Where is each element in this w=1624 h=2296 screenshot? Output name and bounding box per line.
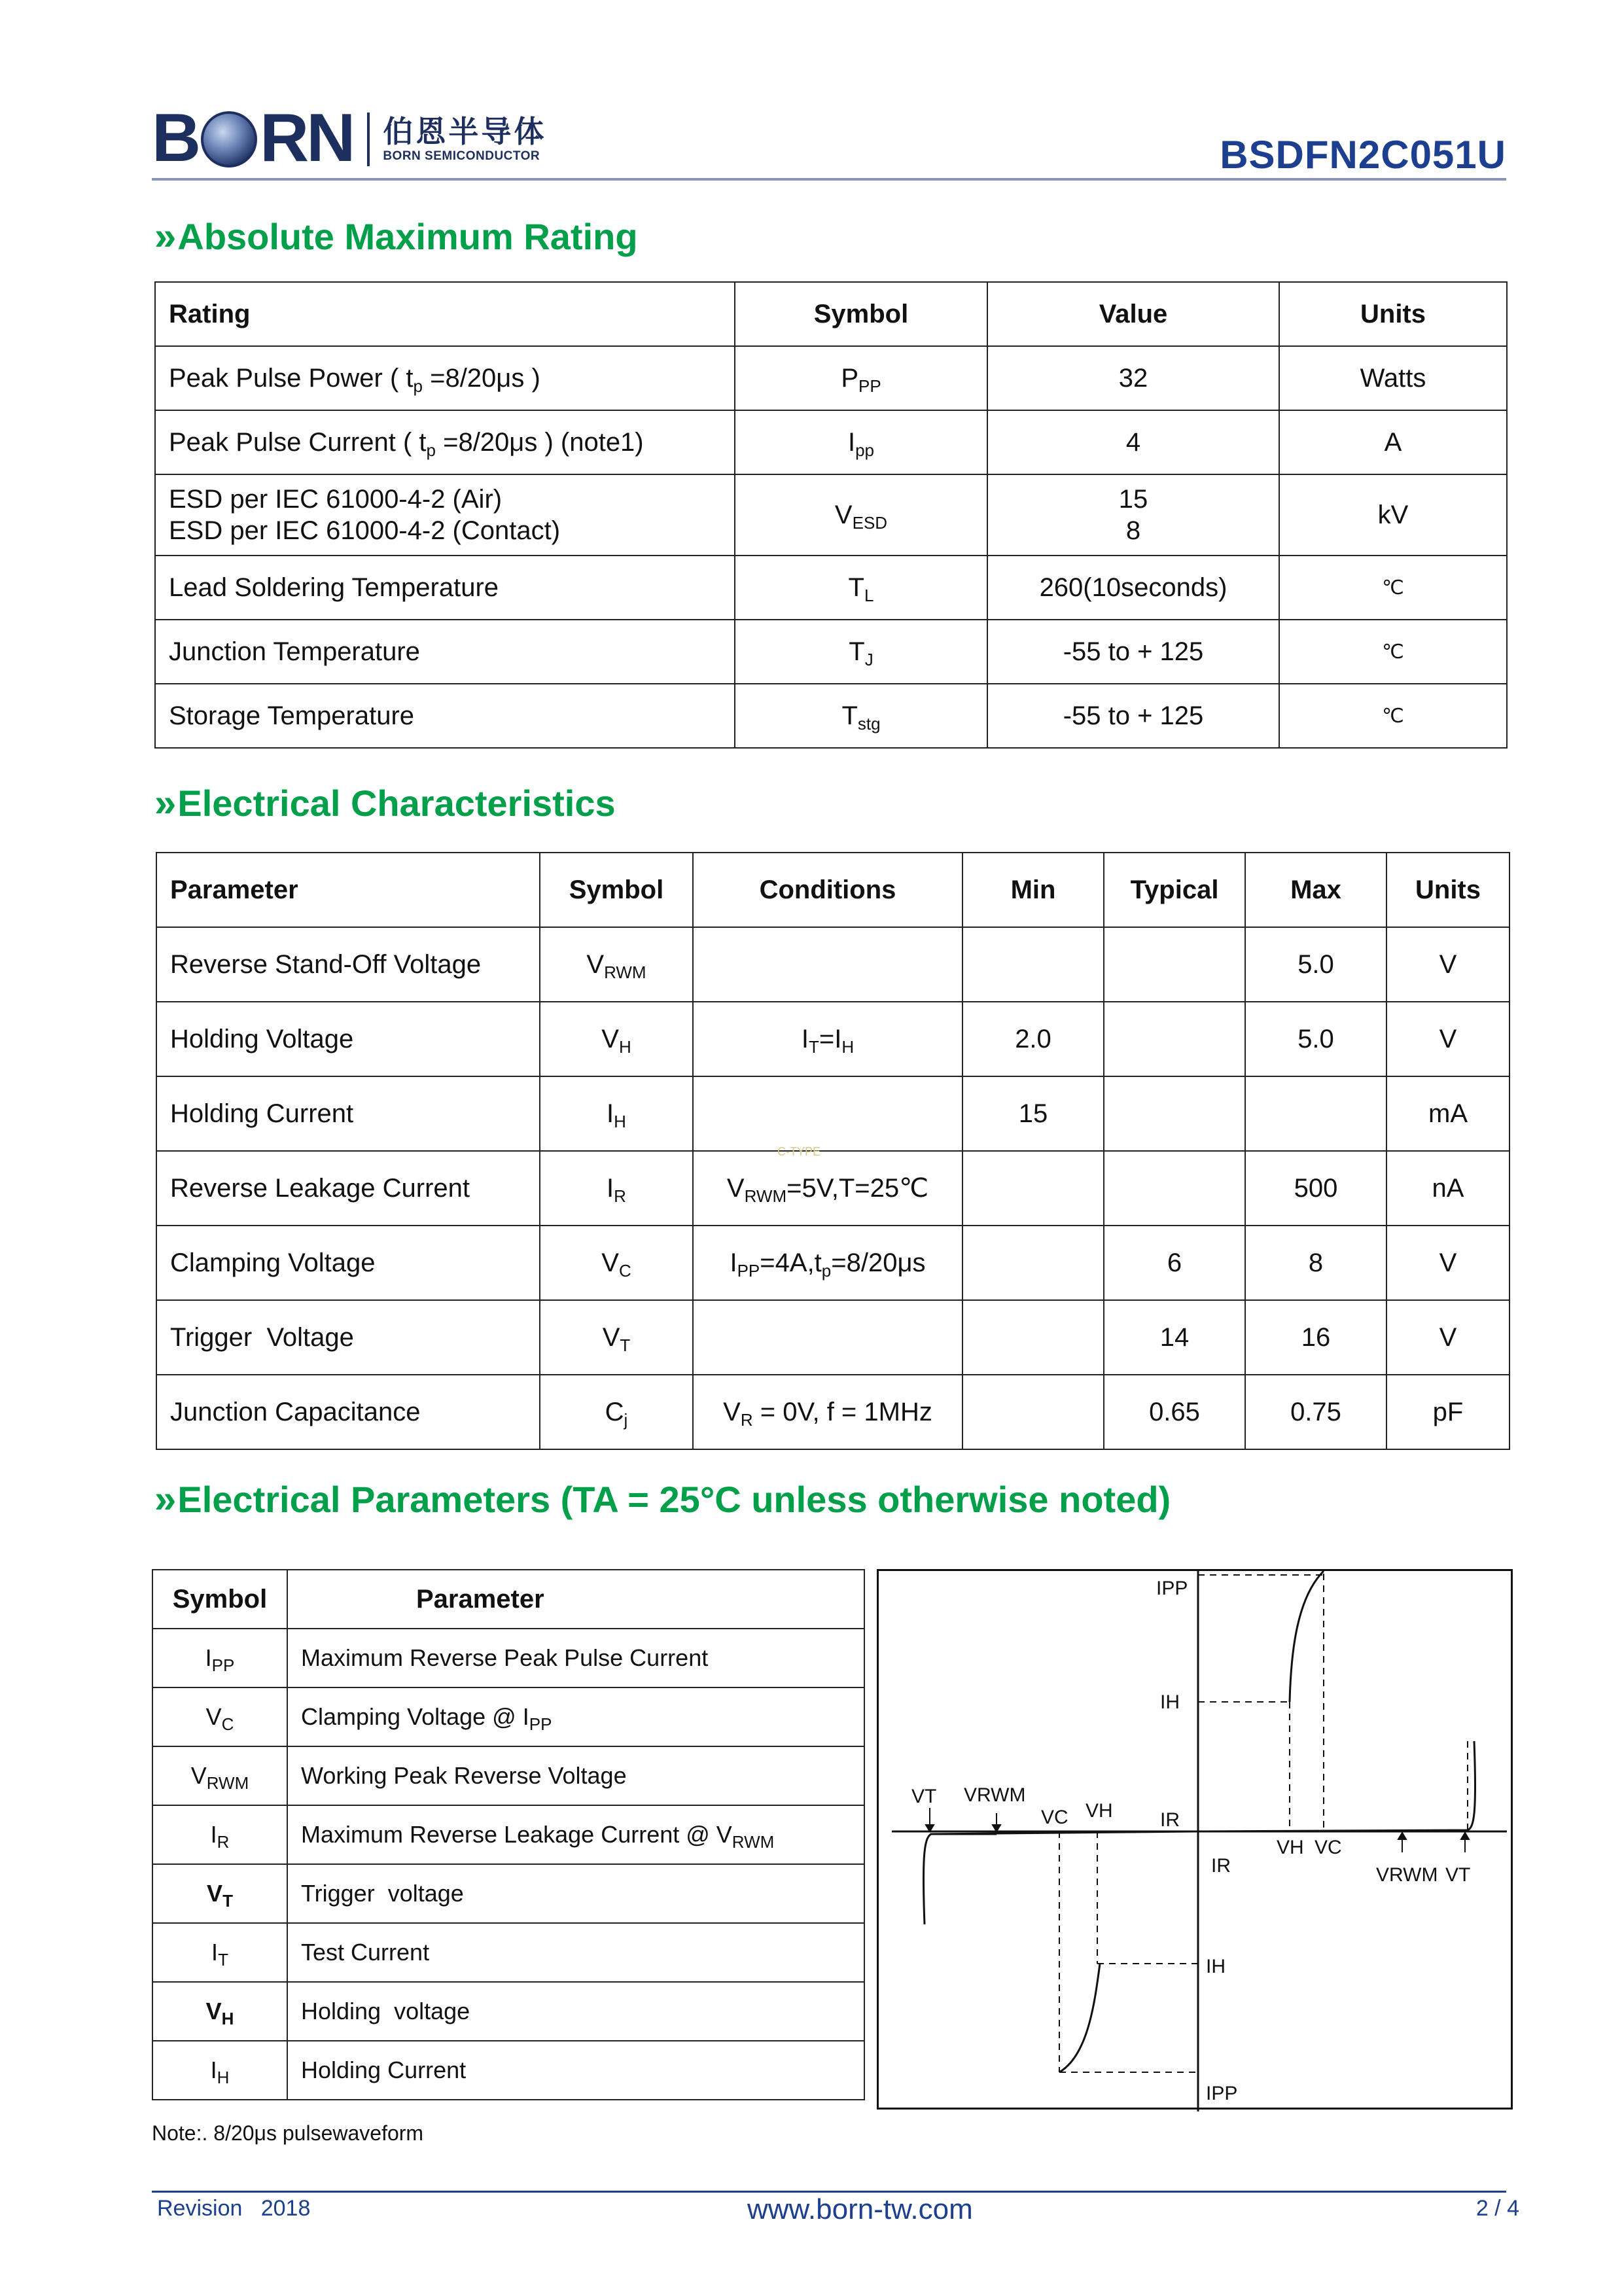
- typical-cell: [1104, 1002, 1245, 1076]
- min-cell: [962, 1375, 1104, 1449]
- header-conditions: Conditions: [693, 853, 962, 927]
- rating-cell: Lead Soldering Temperature: [155, 556, 735, 620]
- max-cell: 16: [1245, 1300, 1386, 1375]
- parameter-cell: Test Current: [287, 1923, 864, 1982]
- rating-cell: Storage Temperature: [155, 684, 735, 748]
- conditions-cell: [693, 1076, 962, 1151]
- max-cell: [1245, 1076, 1386, 1151]
- symbol-cell: $V_C$: [540, 1226, 693, 1300]
- table-row: [152, 1629, 864, 1687]
- table-row: [155, 474, 1507, 556]
- table-row: [155, 410, 1507, 474]
- typical-cell: [1104, 927, 1245, 1002]
- vrwm-arrow-head: [1398, 1833, 1406, 1839]
- label-ipp-top: IPP: [1156, 1578, 1188, 1599]
- table-row: [155, 346, 1507, 410]
- website-link[interactable]: www.born-tw.com: [747, 2193, 973, 2225]
- parameter-cell: Clamping Voltage @ $I_{PP}$: [287, 1687, 864, 1746]
- min-cell: [962, 1151, 1104, 1226]
- label-vc-right: VC: [1315, 1837, 1342, 1858]
- symbol-cell: $T_{stg}$: [735, 684, 987, 748]
- parameter-cell: Trigger voltage: [287, 1864, 864, 1923]
- table-row: [155, 684, 1507, 748]
- label-ih-top: IH: [1160, 1691, 1180, 1713]
- iv-characteristic-diagram: [877, 1569, 1513, 2110]
- symbol-cell: $V_{ESD}$: [735, 474, 987, 556]
- min-cell: [962, 927, 1104, 1002]
- parameter-cell: Holding Voltage: [156, 1002, 540, 1076]
- header-min: Min: [962, 853, 1104, 927]
- header-max: Max: [1245, 853, 1386, 927]
- symbol-cell: $C_j$: [540, 1375, 693, 1449]
- units-cell: V: [1386, 1226, 1509, 1300]
- units-cell: V: [1386, 927, 1509, 1002]
- symbol-cell: $V_C$: [152, 1687, 287, 1746]
- electrical-parameters-table: [152, 1569, 865, 2100]
- table-row: [155, 620, 1507, 684]
- units-cell: V: [1386, 1002, 1509, 1076]
- units-cell: nA: [1386, 1151, 1509, 1226]
- parameter-cell: Trigger Voltage: [156, 1300, 540, 1375]
- symbol-cell: $T_L$: [735, 556, 987, 620]
- globe-icon: [201, 111, 257, 168]
- label-vrwm-right: VRWM: [1376, 1864, 1438, 1886]
- label-vt-right: VT: [1445, 1864, 1471, 1886]
- label-vt-left: VT: [911, 1786, 937, 1807]
- min-cell: [962, 1300, 1104, 1375]
- table-row: [152, 1864, 864, 1923]
- parameter-cell: Holding voltage: [287, 1982, 864, 2041]
- units-cell: Watts: [1279, 346, 1507, 410]
- symbol-cell: $I_{PP}$: [152, 1629, 287, 1687]
- label-ir-top: IR: [1160, 1809, 1180, 1831]
- symbol-cell: $I_H$: [540, 1076, 693, 1151]
- parameter-cell: Reverse Stand-Off Voltage: [156, 927, 540, 1002]
- table-row: [152, 1687, 864, 1746]
- value-cell: 4: [987, 410, 1279, 474]
- parameter-cell: Holding Current: [287, 2041, 864, 2100]
- symbol-cell: $I_{pp}$: [735, 410, 987, 474]
- section-title-elec-char: »Electrical Characteristics: [154, 781, 616, 824]
- symbol-cell: $I_R$: [152, 1805, 287, 1864]
- header-symbol: Symbol: [735, 282, 987, 346]
- table-row: [156, 1300, 1509, 1375]
- value-cell: 15 8: [987, 474, 1279, 556]
- header-symbol: Symbol: [152, 1570, 287, 1629]
- label-ir-bottom: IR: [1211, 1855, 1231, 1877]
- parameter-cell: Clamping Voltage: [156, 1226, 540, 1300]
- units-cell: mA: [1386, 1076, 1509, 1151]
- header-units: Units: [1386, 853, 1509, 927]
- symbol-cell: $V_{RWM}$: [540, 927, 693, 1002]
- conditions-cell: [693, 1300, 962, 1375]
- header-typical: Typical: [1104, 853, 1245, 927]
- rating-cell: Peak Pulse Power ( $t_p =8/20\mu s$ ): [155, 346, 735, 410]
- section-title-abs-max: »Absolute Maximum Rating: [154, 214, 638, 258]
- symbol-cell: $V_{RWM}$: [152, 1746, 287, 1805]
- logo-divider: [367, 113, 370, 166]
- symbol-cell: $P_{PP}$: [735, 346, 987, 410]
- forward-curve: [1203, 1741, 1475, 1831]
- chevron-icon: »: [154, 781, 177, 824]
- table-row: [156, 1226, 1509, 1300]
- header-parameter: Parameter: [287, 1570, 864, 1629]
- table-row: [156, 1002, 1509, 1076]
- header-rating: Rating: [155, 282, 735, 346]
- page-number: 2 / 4: [1475, 2196, 1519, 2221]
- symbol-cell: $V_T$: [152, 1864, 287, 1923]
- units-cell: ℃: [1279, 556, 1507, 620]
- parameter-cell: Maximum Reverse Peak Pulse Current: [287, 1629, 864, 1687]
- conditions-cell: $V_{RWM}=5V,T=25℃$: [693, 1151, 962, 1226]
- header-parameter: Parameter: [156, 853, 540, 927]
- table-row: [152, 1746, 864, 1805]
- symbol-cell: $T_J$: [735, 620, 987, 684]
- units-cell: A: [1279, 410, 1507, 474]
- max-cell: 0.75: [1245, 1375, 1386, 1449]
- logo-english-name: BORN SEMICONDUCTOR: [383, 149, 540, 163]
- table-row: [152, 1805, 864, 1864]
- table-row: [156, 1076, 1509, 1151]
- table-row: [156, 1151, 1509, 1226]
- header-divider: [152, 178, 1506, 181]
- value-cell: 32: [987, 346, 1279, 410]
- table-header-row: [152, 1570, 864, 1629]
- watermark: C-TYPE: [777, 1145, 821, 1158]
- parameter-cell: Reverse Leakage Current: [156, 1151, 540, 1226]
- typical-cell: [1104, 1076, 1245, 1151]
- snapback-lower-curve: [1059, 1964, 1100, 2072]
- max-cell: 5.0: [1245, 1002, 1386, 1076]
- chevron-icon: »: [154, 1477, 177, 1521]
- conditions-cell: $I_{PP}=4A,t_p=8/20\mu s$: [693, 1226, 962, 1300]
- table-row: [155, 556, 1507, 620]
- rating-cell: Peak Pulse Current ( $t_p =8/20\mu s$ ) (note1): [155, 410, 735, 474]
- section-title-elec-params: »Electrical Parameters (TA = 25°C unless otherwise noted): [154, 1477, 1171, 1521]
- max-cell: 8: [1245, 1226, 1386, 1300]
- abs-max-table: [154, 281, 1508, 749]
- label-vrwm-left: VRWM: [964, 1784, 1026, 1806]
- conditions-cell: [693, 927, 962, 1002]
- typical-cell: 6: [1104, 1226, 1245, 1300]
- chevron-icon: »: [154, 214, 177, 258]
- table-header-row: [155, 282, 1507, 346]
- label-vh-right: VH: [1277, 1837, 1304, 1858]
- typical-cell: [1104, 1151, 1245, 1226]
- units-cell: kV: [1279, 474, 1507, 556]
- symbol-cell: $V_T$: [540, 1300, 693, 1375]
- rating-cell: ESD per IEC 61000-4-2 (Air) ESD per IEC 61000-4-2 (Contact): [155, 474, 735, 556]
- symbol-cell: $I_T$: [152, 1923, 287, 1982]
- parameter-cell: Working Peak Reverse Voltage: [287, 1746, 864, 1805]
- symbol-cell: $V_H$: [152, 1982, 287, 2041]
- min-cell: [962, 1226, 1104, 1300]
- electrical-characteristics-table: [156, 852, 1510, 1450]
- table-row: [152, 2041, 864, 2100]
- logo-mark: B RN: [152, 100, 353, 176]
- units-cell: ℃: [1279, 684, 1507, 748]
- iv-curve-svg: [879, 1571, 1515, 2111]
- typical-cell: 14: [1104, 1300, 1245, 1375]
- units-cell: pF: [1386, 1375, 1509, 1449]
- footnote: Note:. 8/20μs pulsewaveform: [152, 2121, 424, 2145]
- parameter-cell: Holding Current: [156, 1076, 540, 1151]
- label-ipp-bottom: IPP: [1206, 2083, 1238, 2104]
- max-cell: 500: [1245, 1151, 1386, 1226]
- table-row: [156, 1375, 1509, 1449]
- table-row: [152, 1923, 864, 1982]
- value-cell: -55 to + 125: [987, 684, 1279, 748]
- footer-divider: [152, 2191, 1506, 2193]
- company-logo: [152, 100, 547, 176]
- min-cell: 15: [962, 1076, 1104, 1151]
- max-cell: 5.0: [1245, 927, 1386, 1002]
- revision-text: Revision 2018: [157, 2196, 311, 2221]
- table-row: [156, 927, 1509, 1002]
- typical-cell: 0.65: [1104, 1375, 1245, 1449]
- rating-cell: Junction Temperature: [155, 620, 735, 684]
- conditions-cell: $V_R = 0V$, f = 1MHz: [693, 1375, 962, 1449]
- part-number: BSDFN2C051U: [1220, 133, 1506, 177]
- units-cell: ℃: [1279, 620, 1507, 684]
- label-ih-bottom: IH: [1206, 1956, 1226, 1977]
- table-row: [152, 1982, 864, 2041]
- header-units: Units: [1279, 282, 1507, 346]
- parameter-cell: Junction Capacitance: [156, 1375, 540, 1449]
- parameter-cell: Maximum Reverse Leakage Current @ $V_{RWM}$: [287, 1805, 864, 1864]
- header-symbol: Symbol: [540, 853, 693, 927]
- logo-chinese-name: 伯恩半导体: [383, 114, 547, 149]
- min-cell: 2.0: [962, 1002, 1104, 1076]
- symbol-cell: $I_R$: [540, 1151, 693, 1226]
- table-header-row: [156, 853, 1509, 927]
- value-cell: -55 to + 125: [987, 620, 1279, 684]
- vt-arrow-head: [1461, 1833, 1469, 1839]
- symbol-cell: $V_H$: [540, 1002, 693, 1076]
- value-cell: 260(10seconds): [987, 556, 1279, 620]
- snapback-upper-curve: [1290, 1571, 1324, 1702]
- header-value: Value: [987, 282, 1279, 346]
- conditions-cell: $I_T=I_H$: [693, 1002, 962, 1076]
- label-vh-left: VH: [1086, 1800, 1113, 1822]
- units-cell: V: [1386, 1300, 1509, 1375]
- label-vc-left: VC: [1041, 1807, 1068, 1828]
- symbol-cell: $I_H$: [152, 2041, 287, 2100]
